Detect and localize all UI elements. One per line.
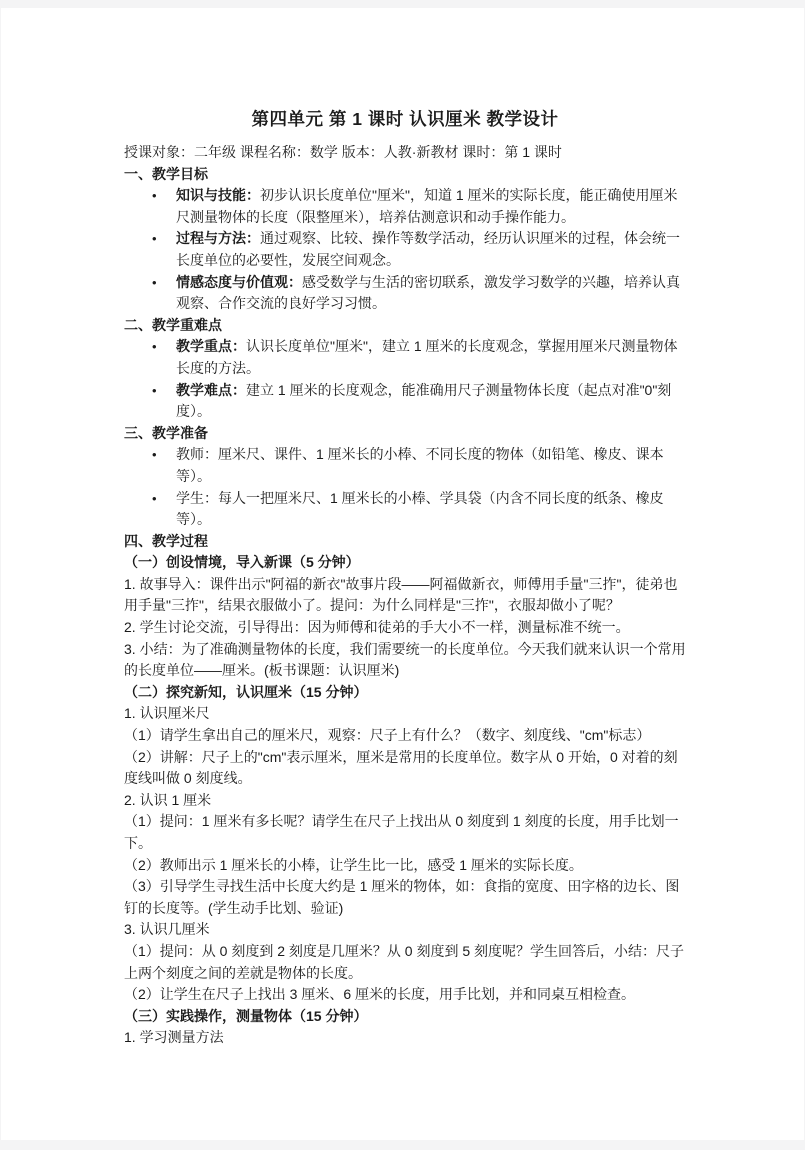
bullet-content bbox=[176, 228, 686, 271]
course-meta-line: 授课对象：二年级 课程名称：数学 版本：人教·新教材 课时：第 1 课时 bbox=[124, 144, 562, 160]
paragraph: （2）教师出示 1 厘米长的小棒，让学生比一比，感受 1 厘米的实际长度。 bbox=[124, 856, 583, 873]
paragraph: （1）提问：从 0 刻度到 2 刻度是几厘米？从 0 刻度到 5 刻度呢？学生回答后，小结：尺子上两个刻度之间的差就是物体的长度。 bbox=[124, 942, 685, 981]
subsection-heading: （一）创设情境，导入新课（5 分钟） bbox=[124, 554, 360, 571]
section-heading: 三、教学准备 bbox=[124, 424, 208, 441]
bullet-item bbox=[124, 488, 686, 531]
bullet-label: 过程与方法： bbox=[176, 230, 260, 247]
bullet-item bbox=[124, 272, 686, 315]
paragraph: （3）引导学生寻找生活中长度大约是 1 厘米的物体，如：食指的宽度、田字格的边长、图钉的长度等。(学生动手比划、验证) bbox=[124, 878, 680, 916]
section-heading: 四、教学过程 bbox=[124, 532, 208, 549]
bullet-icon: • bbox=[152, 274, 157, 290]
bullet-item bbox=[124, 336, 686, 379]
bullet-icon: • bbox=[152, 188, 157, 204]
paragraph: （2）讲解：尺子上的"cm"表示厘米，厘米是常用的长度单位。数字从 0 开始，0 对着的刻度线叫做 0 刻度线。 bbox=[124, 748, 678, 787]
document-title: 第四单元 第 1 课时 认识厘米 教学设计 bbox=[251, 109, 559, 129]
bullet-content bbox=[176, 444, 686, 487]
paragraph: 3. 认识几厘米 bbox=[124, 921, 210, 938]
bullet-item bbox=[124, 444, 686, 487]
subsection-heading: （二）探究新知，认识厘米（15 分钟） bbox=[124, 683, 368, 700]
bullet-label: 情感态度与价值观： bbox=[176, 273, 302, 290]
section-heading: 二、教学重难点 bbox=[124, 316, 222, 333]
bullet-text: 教师：厘米尺、课件、1 厘米长的小棒、不同长度的物体（如铅笔、橡皮、课本等）。 bbox=[176, 446, 664, 484]
bullet-icon: • bbox=[152, 339, 157, 355]
bullet-text: 通过观察、比较、操作等数学活动，经历认识厘米的过程，体会统一长度单位的必要性，发展空间观念。 bbox=[176, 230, 680, 268]
paragraph: （1）提问：1 厘米有多长呢？请学生在尺子上找出从 0 刻度到 1 刻度的长度，用手比划一下。 bbox=[124, 813, 679, 851]
bullet-item bbox=[124, 185, 686, 228]
bullet-item bbox=[124, 380, 686, 423]
bullet-content bbox=[176, 185, 686, 228]
paragraph: 1. 故事导入：课件出示"阿福的新衣"故事片段——阿福做新衣，师傅用手量"三拃"，徒弟也用手量"三拃"，结果衣服做小了。提问：为什么同样是"三拃"，衣服却做小了呢？ bbox=[124, 575, 678, 614]
bullet-text: 认识长度单位"厘米"，建立 1 厘米的长度观念，掌握用厘米尺测量物体长度的方法。 bbox=[176, 338, 678, 376]
bullet-text: 初步认识长度单位"厘米"，知道 1 厘米的实际长度，能正确使用厘米尺测量物体的长度（限整厘米），培养估测意识和动手操作能力。 bbox=[176, 187, 678, 225]
paragraph: 2. 学生讨论交流，引导得出：因为师傅和徒弟的手大小不一样，测量标准不统一。 bbox=[124, 619, 630, 636]
bullet-icon: • bbox=[152, 447, 157, 463]
document-content bbox=[124, 8, 686, 1049]
bullet-content bbox=[176, 336, 686, 379]
bullet-content bbox=[176, 380, 686, 423]
bullet-icon: • bbox=[152, 231, 157, 247]
document-page bbox=[1, 8, 804, 1140]
paragraph: 2. 认识 1 厘米 bbox=[124, 791, 212, 808]
document-body bbox=[124, 164, 686, 1049]
paragraph: 1. 认识厘米尺 bbox=[124, 705, 210, 722]
paragraph: （1）请学生拿出自己的厘米尺，观察：尺子上有什么？（数字、刻度线、"cm"标志） bbox=[124, 727, 651, 744]
bullet-icon: • bbox=[152, 382, 157, 398]
bullet-label: 教学重点： bbox=[176, 338, 246, 355]
bullet-item bbox=[124, 228, 686, 271]
section-heading: 一、教学目标 bbox=[124, 165, 208, 182]
paragraph: （2）让学生在尺子上找出 3 厘米、6 厘米的长度，用手比划，并和同桌互相检查。 bbox=[124, 986, 636, 1003]
bullet-icon: • bbox=[152, 490, 157, 506]
bullet-label: 教学难点： bbox=[176, 381, 246, 398]
bullet-text: 学生：每人一把厘米尺、1 厘米长的小棒、学具袋（内含不同长度的纸条、橡皮等）。 bbox=[176, 489, 664, 528]
bullet-text: 建立 1 厘米的长度观念，能准确用尺子测量物体长度（起点对准"0"刻度）。 bbox=[176, 381, 672, 420]
bullet-label: 知识与技能： bbox=[176, 187, 260, 204]
bullet-content bbox=[176, 272, 686, 315]
bullet-text: 感受数学与生活的密切联系，激发学习数学的兴趣，培养认真观察、合作交流的良好学习习惯。 bbox=[176, 273, 680, 312]
paragraph: 1. 学习测量方法 bbox=[124, 1029, 224, 1046]
paragraph: 3. 小结：为了准确测量物体的长度，我们需要统一的长度单位。今天我们就来认识一个常用的长度单位——厘米。(板书课题：认识厘米) bbox=[124, 640, 686, 679]
subsection-heading: （三）实践操作，测量物体（15 分钟） bbox=[124, 1007, 368, 1024]
bullet-content bbox=[176, 488, 686, 531]
